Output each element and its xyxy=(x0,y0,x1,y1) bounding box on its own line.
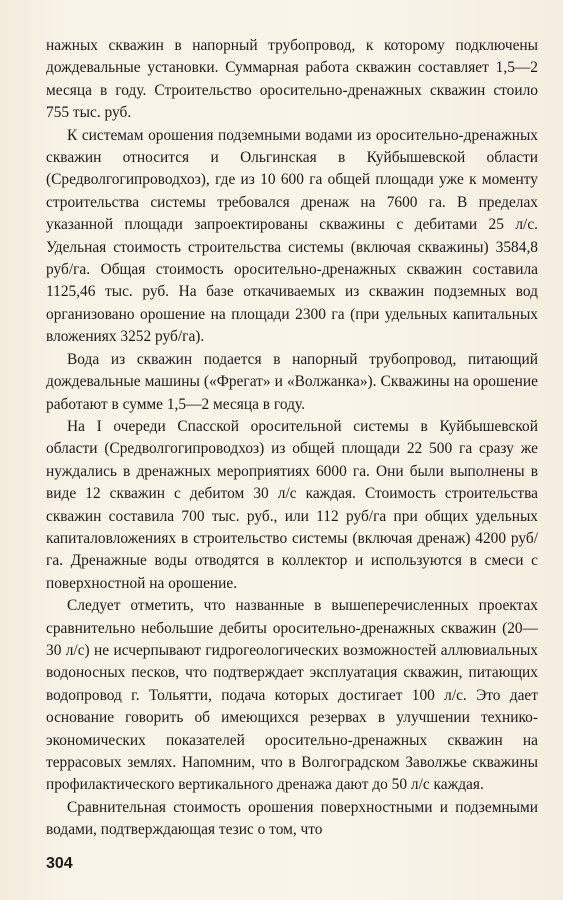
paragraph-spasskaya-system: На I очереди Спасской оросительной системы в Куйбышевской области (Средволгогипроводхоз) из общей площади 22 500 га сразу же нуждались в дренажных мероприятиях 6000 га. Они были выполнены в виде 12 скважин с дебитом 30 л/с каждая. Стоимость строительства скважин составила 700 тыс. руб., или 112 руб/га при общих удельных капиталовложениях в строительство системы (включая дренаж) 4200 руб/га. Дренажные воды отводятся в коллектор и используются в смеси с поверхностной на орошение. xyxy=(46,417,538,592)
paragraph-well-yields: Следует отметить, что названные в вышеперечисленных проектах сравнительно небольшие дебиты оросительно-дренажных скважин (20—30 л/с) не исчерпывают гидрогеологических возможностей аллювиальных водоносных песков, что подтверждает эксплуатация скважин, питающих водопровод г. Тольятти, подача которых достигает 100 л/с. Это дает основание говорить об имеющихся резервах в улучшении технико-экономических показателей оросительно-дренажных скважин на террасовых землях. Напомним, что в Волгоградском Заволжье скважины профилактического вертикального дренажа дают до 50 л/с каждая. xyxy=(46,597,538,794)
paragraph-olginskaya-system: К системам орошения подземными водами из оросительно-дренажных скважин относится и Ольгинская в Куйбышевской области (Средволгогипроводхоз), где из 10 600 га общей площади уже к моменту строительства системы требовался дренаж на 7600 га. В пределах указанной площади запроектированы скважины с дебитами 25 л/с. Удельная стоимость строительства системы (включая скважины) 3584,8 руб/га. Общая стоимость оросительно-дренажных скважин составила 1125,46 тыс. руб. На базе откачиваемых из скважин подземных вод организовано орошение на площади 2300 га (при удельных капитальных вложениях 3252 руб/га). xyxy=(46,126,538,346)
page-number: 304 xyxy=(46,855,73,872)
paragraph-continued: нажных скважин в напорный трубопровод, к которому подключены дождевальные установки. Суммарная работа скважин составляет 1,5—2 месяца в году. Строительство оросительно-дренажных скважин стоило 755 тыс. руб. xyxy=(46,37,538,122)
paragraph-comparative-cost: Сравнительная стоимость орошения поверхностными и подземными водами, подтверждающая тезис о том, что xyxy=(46,798,538,839)
body-text xyxy=(46,35,538,842)
paragraph-pipeline: Вода из скважин подается в напорный трубопровод, питающий дождевальные машины («Фрегат» и «Волжанка»). Скважины на орошение работают в сумме 1,5—2 месяца в году. xyxy=(46,350,538,413)
